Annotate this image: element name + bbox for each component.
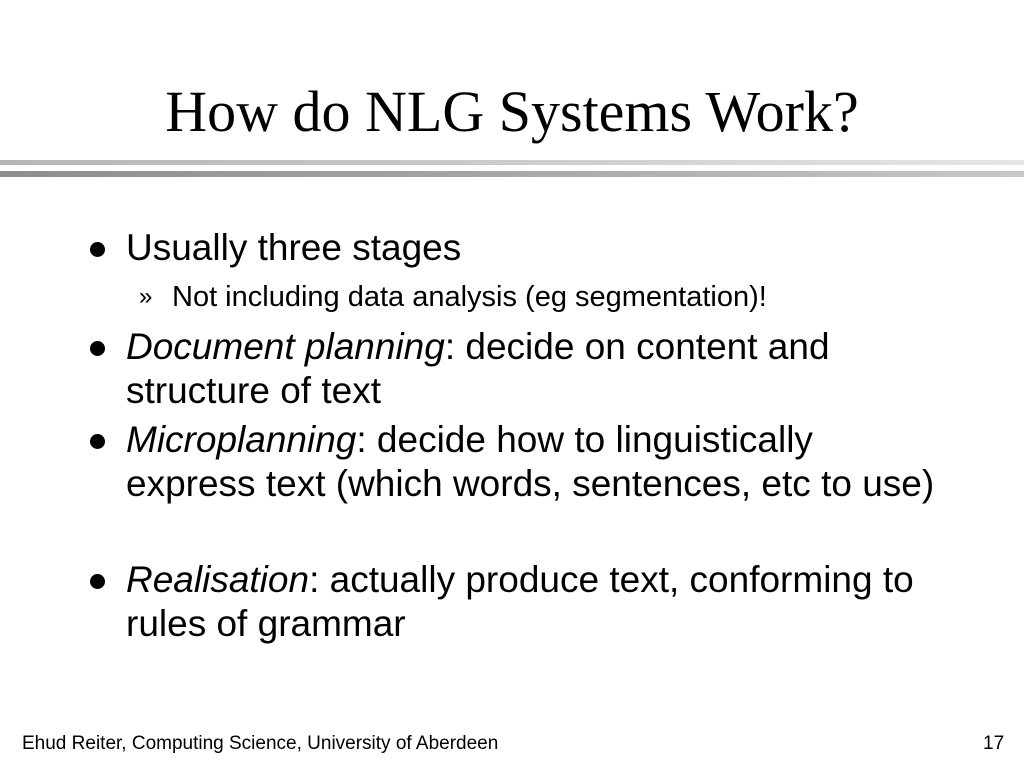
footer-credit: Ehud Reiter, Computing Science, University of Aberdeen: [22, 733, 499, 754]
sub-bullet-chevron-icon: »: [139, 283, 153, 310]
bullet-text: : actually produce text, conforming to rules of grammar: [126, 559, 914, 644]
bullet-text: : decide how to linguistically express text (which words, sentences, etc to use): [126, 419, 935, 504]
sub-bullet-text: Not including data analysis (eg segmentation)!: [172, 281, 767, 313]
bullet-dot-icon: [90, 434, 105, 449]
bullet-term: Realisation: [126, 559, 310, 600]
sub-bullet-item-data-analysis: [139, 279, 952, 315]
bullet-dot-icon: [90, 242, 105, 257]
bullet-dot-icon: [90, 341, 105, 356]
bullet-item-document-planning: [126, 325, 946, 413]
slide-title: How do NLG Systems Work?: [165, 79, 859, 144]
bullet-term: Document planning: [126, 326, 445, 367]
bullet-item-realisation: [126, 558, 946, 646]
bullet-item-microplanning: [126, 418, 946, 506]
bullet-dot-icon: [90, 574, 105, 589]
bullet-item-stages: [126, 226, 946, 270]
bullet-text: Usually three stages: [126, 227, 462, 268]
page-number: 17: [983, 733, 1005, 754]
bullet-term: Microplanning: [126, 419, 357, 460]
bullet-text: : decide on content and structure of text: [126, 326, 830, 411]
